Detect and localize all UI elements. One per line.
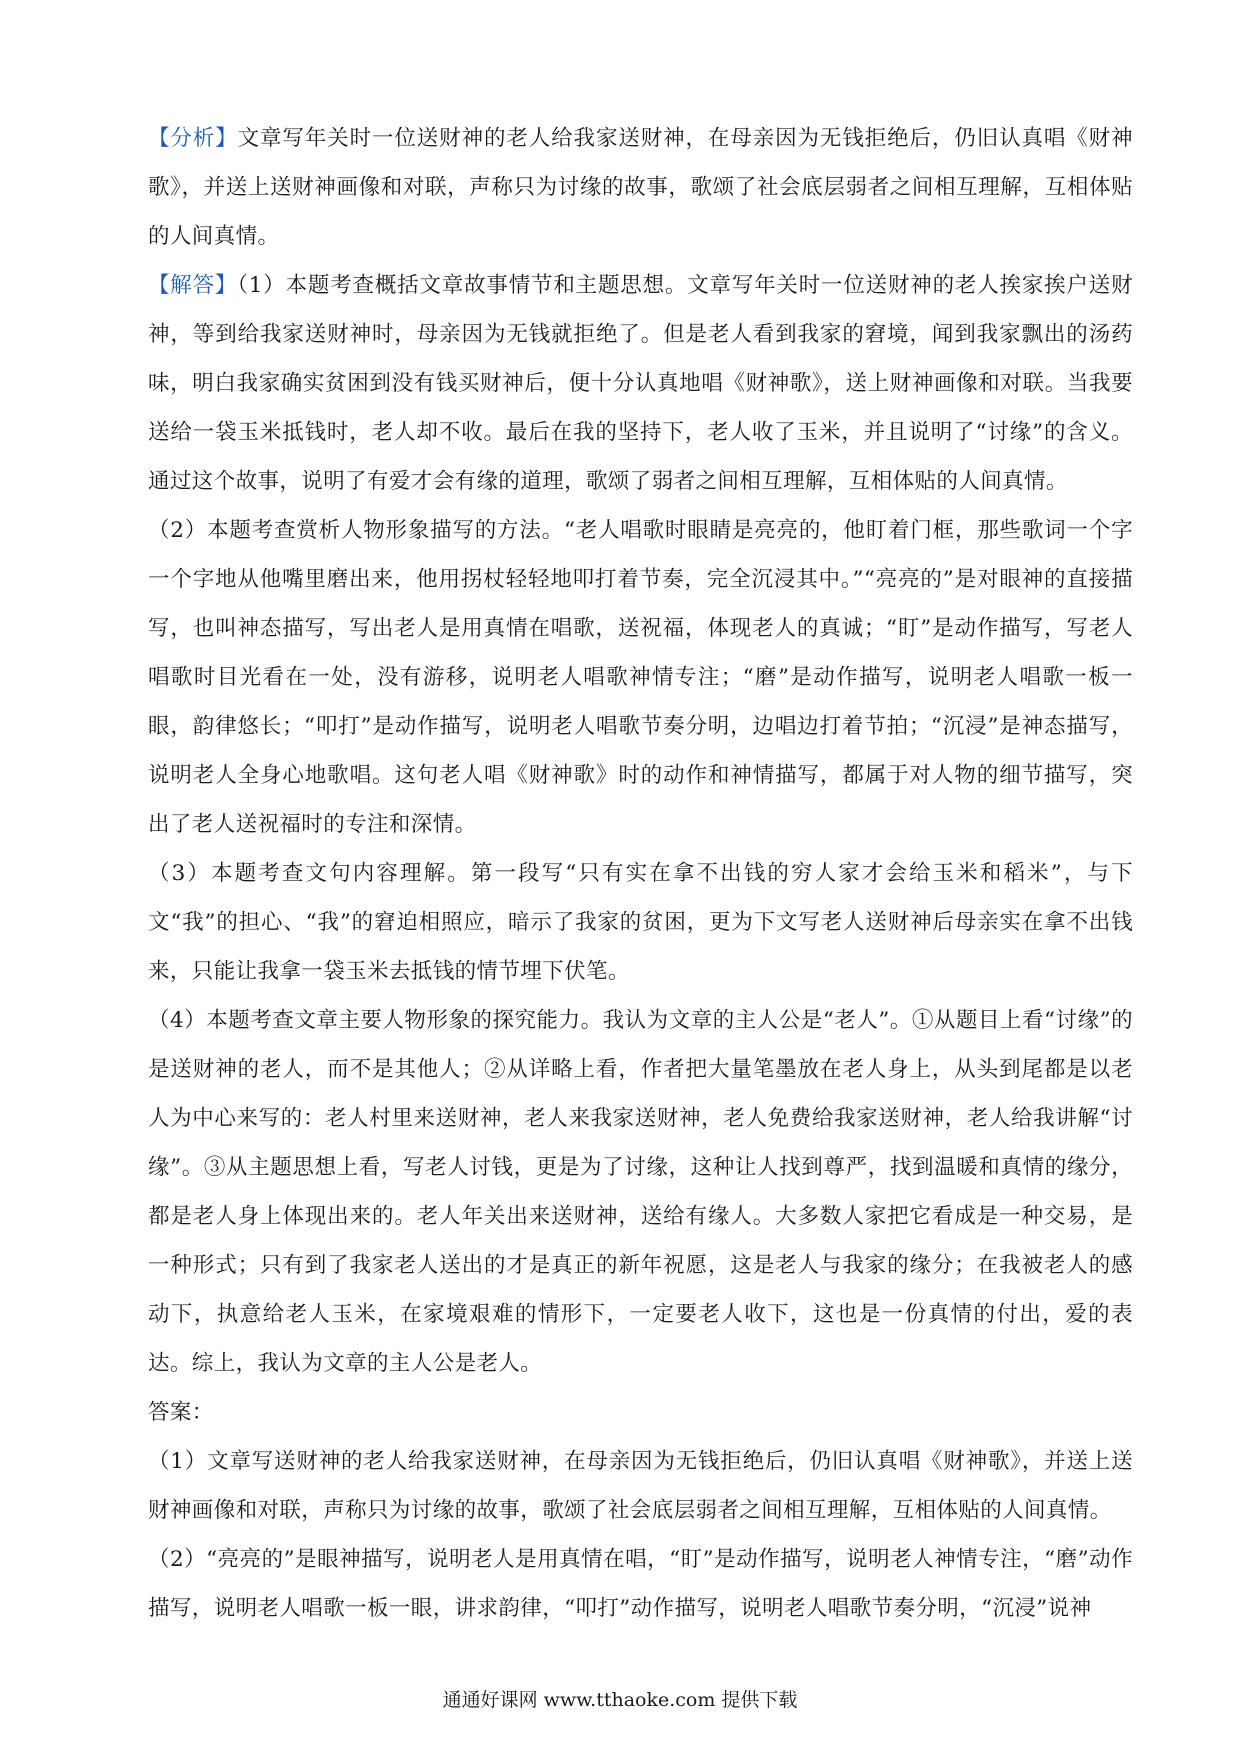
answer-1-paragraph: （1）文章写送财神的老人给我家送财神，在母亲因为无钱拒绝后，仍旧认真唱《财神歌》，并送上送财神画像和对联，声称只为讨缘的故事，歌颂了社会底层弱者之间相互理解，互相体贴的人间真情。 <box>148 1449 1133 1523</box>
answer-q2-paragraph: （2）本题考查赏析人物形象描写的方法。“老人唱歌时眼睛是亮亮的，他盯着门框，那些歌词一个字一个字地从他嘴里磨出来，他用拐杖轻轻地叩打着节奏，完全沉浸其中。”“亮亮的”是对眼神的直接描写，也叫神态描写，写出老人是用真情在唱歌，送祝福，体现老人的真诚；“盯”是动作描写，写老人唱歌时目光看在一处，没有游移，说明老人唱歌神情专注；“磨”是动作描写，说明老人唱歌一板一眼，韵律悠长；“叩打”是动作描写，说明老人唱歌节奏分明，边唱边打着节拍；“沉浸”是神态描写，说明老人全身心地歌唱。这句老人唱《财神歌》时的动作和神情描写，都属于对人物的细节描写，突出了老人送祝福时的专注和深情。 <box>148 518 1133 837</box>
answers-label: 答案： <box>148 1400 214 1425</box>
document-body <box>148 114 1133 1633</box>
answer-q3-paragraph: （3）本题考查文句内容理解。第一段写“只有实在拿不出钱的穷人家才会给玉米和稻米”，与下文“我”的担心、“我”的窘迫相照应，暗示了我家的贫困，更为下文写老人送财神后母亲实在拿不出钱来，只能让我拿一袋玉米去抵钱的情节埋下伏笔。 <box>148 861 1133 984</box>
analysis-text: 文章写年关时一位送财神的老人给我家送财神，在母亲因为无钱拒绝后，仍旧认真唱《财神歌》，并送上送财神画像和对联，声称只为讨缘的故事，歌颂了社会底层弱者之间相互理解，互相体贴的人间真情。 <box>148 126 1133 249</box>
analysis-paragraph <box>148 114 1133 261</box>
page-footer: 通通好课网 www.tthaoke.com 提供下载 <box>442 1689 798 1711</box>
answer-q4-paragraph: （4）本题考查文章主要人物形象的探究能力。我认为文章的主人公是“老人”。①从题目上看“讨缘”的是送财神的老人，而不是其他人；②从详略上看，作者把大量笔墨放在老人身上，从头到尾都是以老人为中心来写的：老人村里来送财神，老人来我家送财神，老人免费给我家送财神，老人给我讲解“讨缘”。③从主题思想上看，写老人讨钱，更是为了讨缘，这种让人找到尊严，找到温暖和真情的缘分，都是老人身上体现出来的。老人年关出来送财神，送给有缘人。大多数人家把它看成是一种交易，是一种形式；只有到了我家老人送出的才是真正的新年祝愿，这是老人与我家的缘分；在我被老人的感动下，执意给老人玉米，在家境艰难的情形下，一定要老人收下，这也是一份真情的付出，爱的表达。综上，我认为文章的主人公是老人。 <box>148 1008 1133 1376</box>
answer-q1-paragraph <box>148 261 1133 506</box>
answer-2-paragraph: （2）“亮亮的”是眼神描写，说明老人是用真情在唱，“盯”是动作描写，说明老人神情专注，“磨”动作描写，说明老人唱歌一板一眼，讲求韵律，“叩打”动作描写，说明老人唱歌节奏分明，“沉浸”说神 <box>148 1547 1133 1621</box>
analysis-tag: 【分析】 <box>148 126 238 151</box>
answer-q1-text: （1）本题考查概括文章故事情节和主题思想。文章写年关时一位送财神的老人挨家挨户送财神，等到给我家送财神时，母亲因为无钱就拒绝了。但是老人看到我家的窘境，闻到我家飘出的汤药味，明白我家确实贫困到没有钱买财神后，便十分认真地唱《财神歌》，送上财神画像和对联。当我要送给一袋玉米抵钱时，老人却不收。最后在我的坚持下，老人收了玉米，并且说明了“讨缘”的含义。通过这个故事，说明了有爱才会有缘的道理，歌颂了弱者之间相互理解，互相体贴的人间真情。 <box>148 273 1133 494</box>
answer-tag: 【解答】 <box>148 273 238 298</box>
